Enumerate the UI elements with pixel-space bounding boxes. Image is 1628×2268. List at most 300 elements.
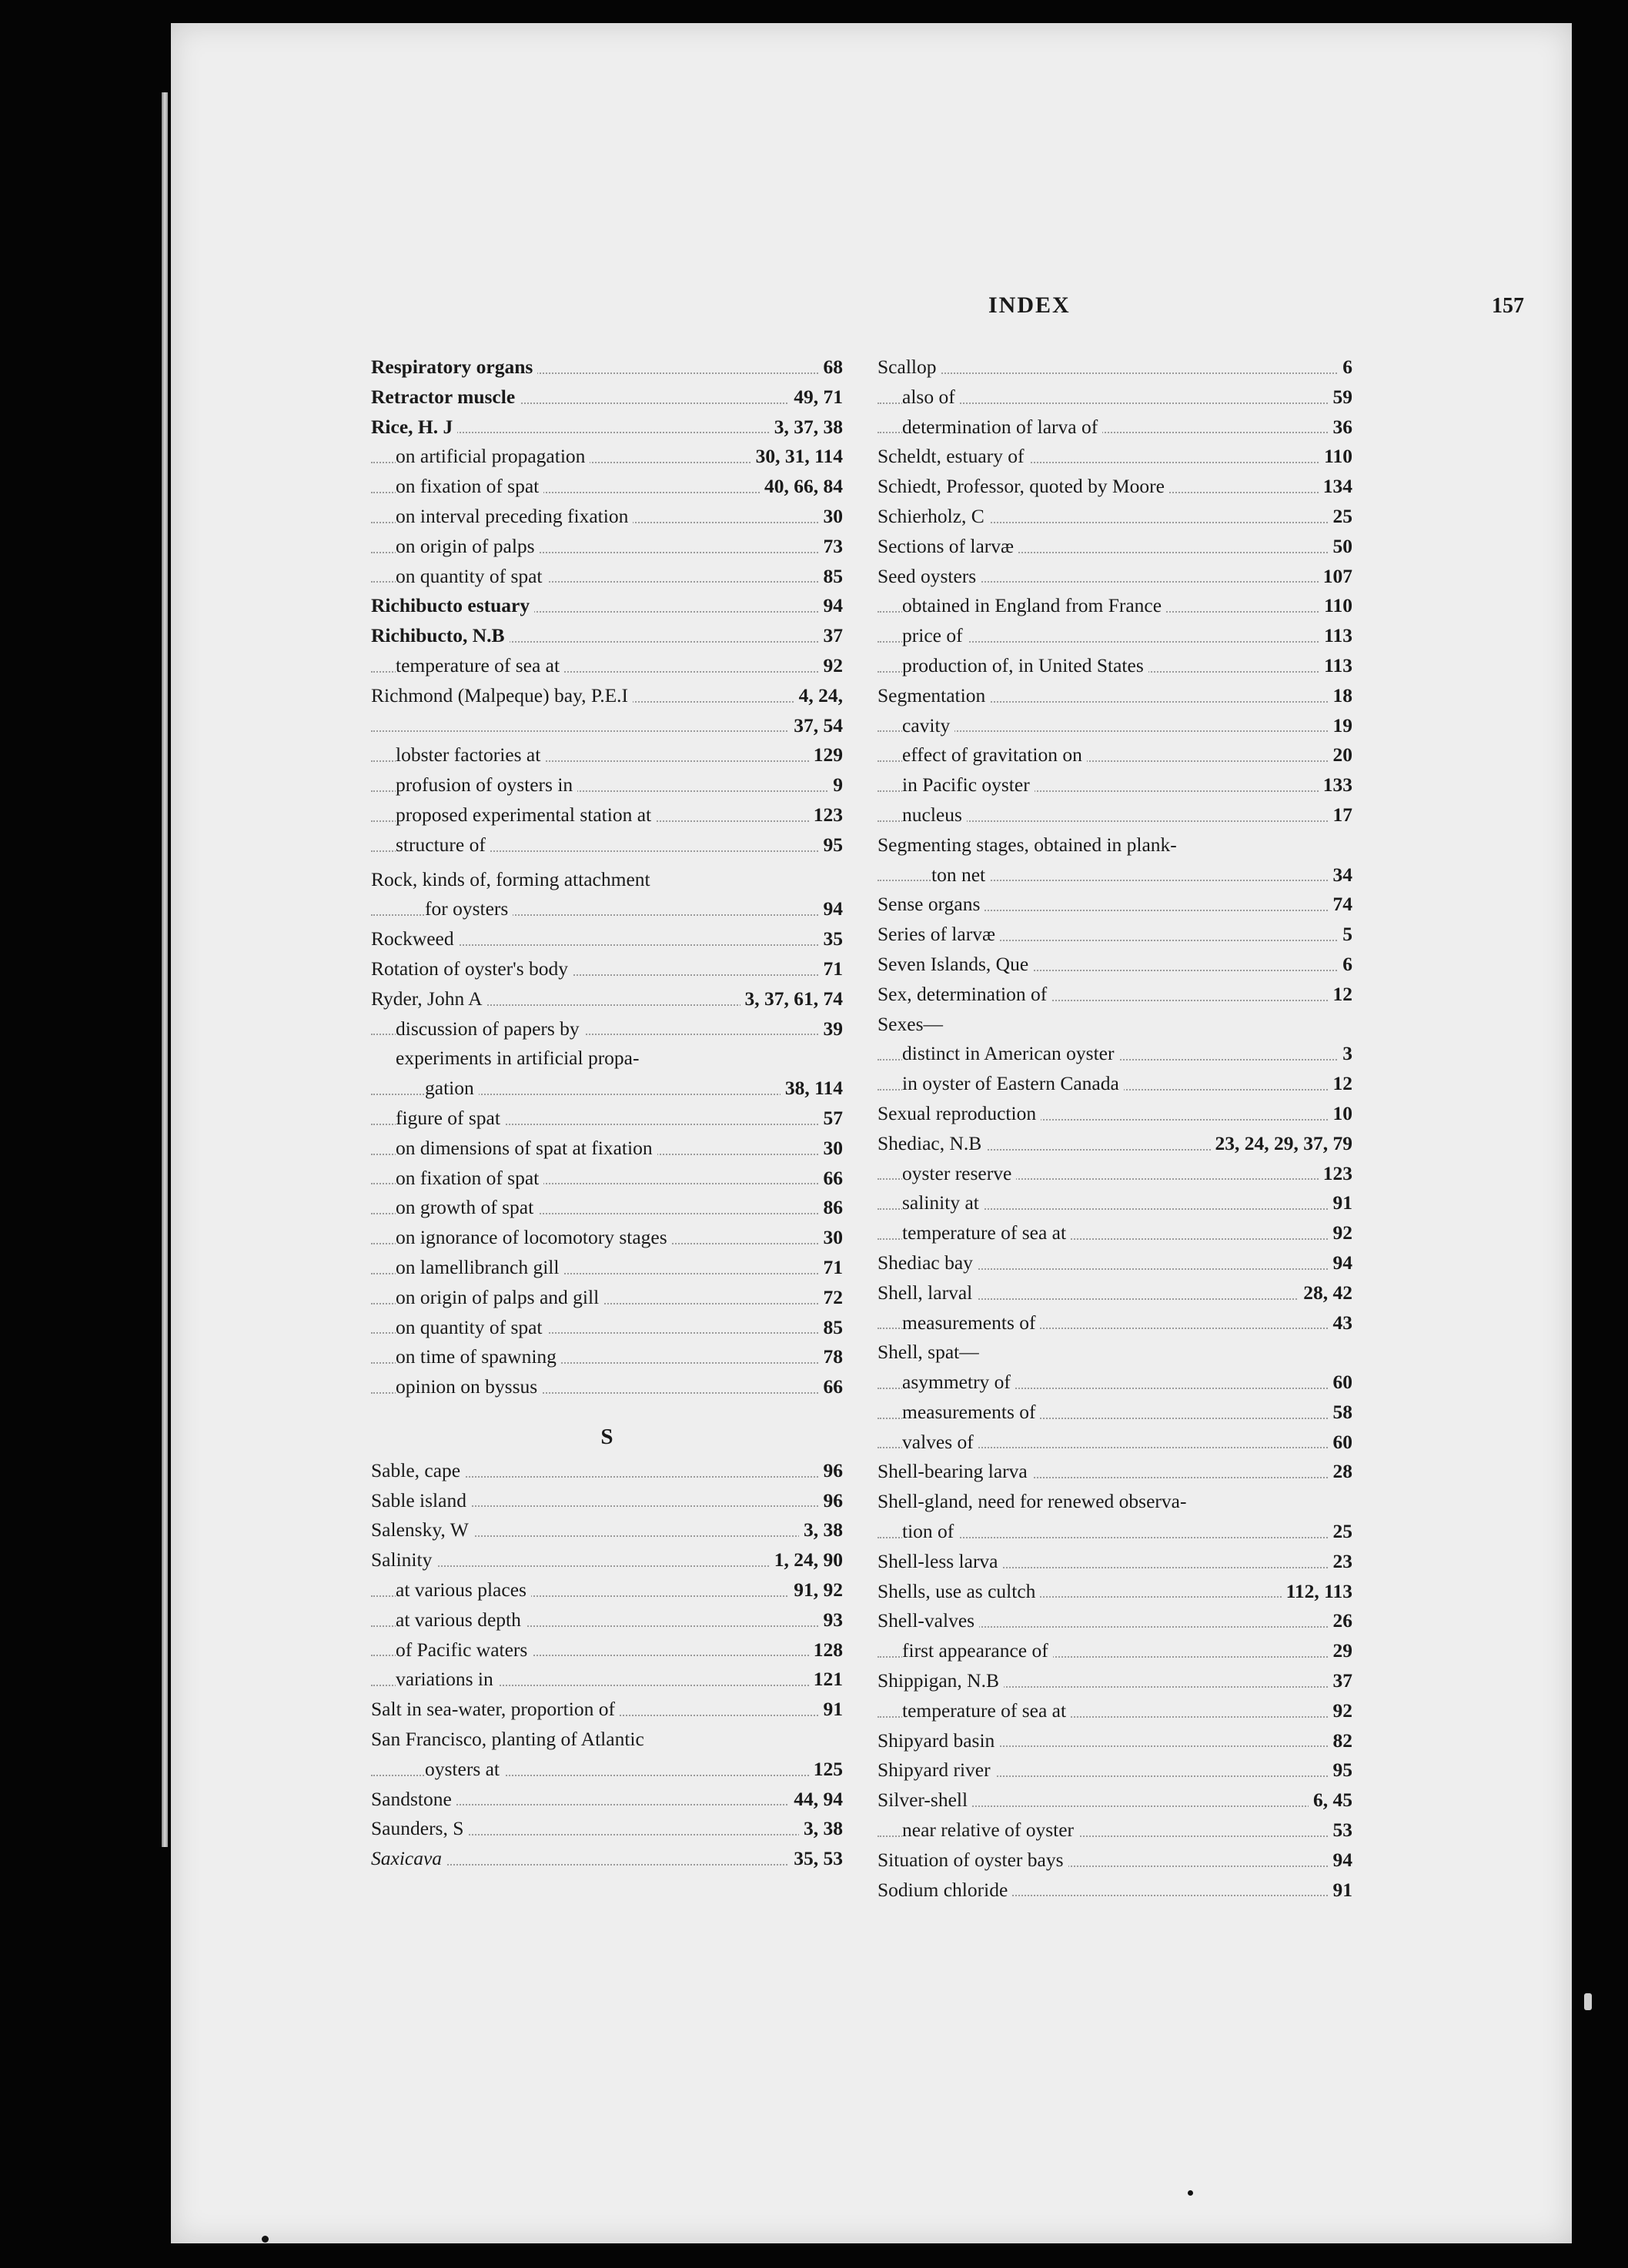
index-entry: [371, 1193, 843, 1223]
index-entry-pages: 35: [819, 924, 844, 954]
index-entry: [878, 1696, 1352, 1726]
index-entry: [878, 1815, 1352, 1845]
index-entry-pages: 129: [809, 740, 843, 770]
index-entry-text: gation: [425, 1074, 479, 1104]
index-entry-text: on time of spawning: [396, 1342, 561, 1372]
index-entry-pages: 3, 37, 61, 74: [740, 984, 844, 1014]
index-entry-pages: 30: [819, 502, 844, 532]
index-entry: [371, 681, 843, 711]
index-entry-text: effect of gravitation on: [902, 740, 1087, 770]
index-entry-pages: 71: [819, 954, 844, 984]
index-entry: [371, 1456, 843, 1486]
dot-leader: [371, 730, 843, 732]
page-title: INDEX: [988, 292, 1071, 318]
index-entry-text: on fixation of spat: [396, 1164, 543, 1194]
binding-edge: [162, 92, 168, 1847]
index-entry-text: of Pacific waters: [396, 1635, 532, 1665]
index-entry-text: near relative of oyster: [902, 1815, 1078, 1845]
index-entry-text: on dimensions of spat at fixation: [396, 1134, 657, 1164]
index-entry: [878, 1487, 1352, 1517]
index-entry: [878, 980, 1352, 1010]
index-entry: [878, 860, 1352, 890]
index-entry-text: Respiratory organs: [371, 352, 537, 382]
index-entry: [878, 740, 1352, 770]
index-entry-pages: 3, 37, 38: [770, 413, 843, 443]
index-entry-text: Shell-less larva: [878, 1547, 1003, 1577]
index-entry-text: in Pacific oyster: [902, 770, 1035, 800]
index-entry: [371, 1486, 843, 1516]
index-entry-pages: 82: [1329, 1726, 1353, 1756]
index-entry-text: on fixation of spat: [396, 472, 543, 502]
index-entry: [878, 1726, 1352, 1756]
index-entry-text: ton net: [931, 860, 990, 890]
index-entry-text: San Francisco, planting of Atlantic: [371, 1725, 649, 1755]
index-entry-pages: 1, 24, 90: [770, 1545, 843, 1575]
index-entry: [878, 1845, 1352, 1876]
index-column-right: [878, 352, 1352, 1905]
index-entry: [371, 1313, 843, 1343]
index-entry: [371, 1665, 843, 1695]
index-entry-pages: 107: [1319, 562, 1352, 592]
index-entry-pages: 18: [1329, 681, 1353, 711]
index-entry-pages: 91: [819, 1695, 844, 1725]
index-entry: [371, 382, 843, 413]
index-entry: [371, 1605, 843, 1635]
index-entry-pages: 34: [1329, 860, 1353, 890]
index-entry: [878, 562, 1352, 592]
index-entry-text: distinct in American oyster: [902, 1039, 1118, 1069]
index-entry-text: Shediac bay: [878, 1248, 978, 1278]
index-entry: [878, 950, 1352, 980]
index-entry-text: Shediac, N.B: [878, 1129, 986, 1159]
index-entry: [371, 502, 843, 532]
index-entry-text: Shell, spat—: [878, 1338, 984, 1368]
index-entry-text: valves of: [902, 1428, 978, 1458]
index-entry-pages: 30: [819, 1223, 844, 1253]
index-entry: [371, 1134, 843, 1164]
index-entry-pages: 6: [1338, 352, 1352, 382]
index-entry-pages: 58: [1329, 1398, 1353, 1428]
index-entry: [371, 865, 843, 895]
index-entry: [371, 1253, 843, 1283]
index-entry: [878, 472, 1352, 502]
index-entry-pages: 72: [819, 1283, 844, 1313]
index-entry-text: Shell-bearing larva: [878, 1457, 1032, 1487]
index-entry-text: Shell, larval: [878, 1278, 977, 1308]
index-entry: [878, 1010, 1352, 1040]
index-entry-pages: 95: [1329, 1755, 1353, 1785]
index-entry-text: nucleus: [902, 800, 967, 830]
index-entry-pages: 121: [809, 1665, 843, 1695]
index-entry-text: on ignorance of locomotory stages: [396, 1223, 672, 1253]
index-entry: [878, 1338, 1352, 1368]
index-entry-pages: 6: [1338, 950, 1352, 980]
index-entry: [371, 740, 843, 770]
index-entry-text: salinity at: [902, 1188, 984, 1218]
index-entry-pages: 95: [819, 830, 844, 860]
index-entry: [371, 770, 843, 800]
index-entry: [371, 413, 843, 443]
index-entry-pages: 110: [1319, 591, 1352, 621]
index-entry-pages: 53: [1329, 1815, 1353, 1845]
index-entry: [371, 1814, 843, 1844]
index-entry-pages: 12: [1329, 980, 1353, 1010]
index-entry-pages: 30: [819, 1134, 844, 1164]
index-entry-text: cavity: [902, 711, 954, 741]
index-entry-text: Rock, kinds of, forming attachment: [371, 865, 655, 895]
index-entry-text: first appearance of: [902, 1636, 1053, 1666]
index-entry-text: asymmetry of: [902, 1368, 1015, 1398]
index-entry-pages: 37: [1329, 1666, 1353, 1696]
index-entry-pages: 94: [819, 894, 844, 924]
index-entry-pages: 113: [1319, 621, 1352, 651]
index-entry: [371, 1223, 843, 1253]
index-entry: [878, 413, 1352, 443]
index-entry-pages: 35, 53: [789, 1844, 843, 1874]
index-entry-text: measurements of: [902, 1398, 1040, 1428]
index-entry-pages: 38, 114: [781, 1074, 843, 1104]
index-entry-text: determination of larva of: [902, 413, 1102, 443]
index-entry-pages: 19: [1329, 711, 1353, 741]
index-entry: [878, 591, 1352, 621]
index-entry: [878, 830, 1352, 860]
index-entry-text: Saunders, S: [371, 1814, 468, 1844]
index-entry: [371, 591, 843, 621]
index-entry: [371, 651, 843, 681]
index-entry: [878, 711, 1352, 741]
index-entry-text: Shippigan, N.B: [878, 1666, 1004, 1696]
index-entry-pages: 93: [819, 1605, 844, 1635]
index-entry-pages: 12: [1329, 1069, 1353, 1099]
index-entry: [371, 1164, 843, 1194]
index-entry-text: Sexes—: [878, 1010, 948, 1040]
index-entry-pages: 125: [809, 1755, 843, 1785]
index-entry-text: Schierholz, C: [878, 502, 989, 532]
index-entry: [371, 984, 843, 1014]
index-entry-pages: 94: [1329, 1845, 1353, 1876]
dot-leader: [878, 372, 1352, 374]
index-entry-pages: 94: [819, 591, 844, 621]
index-entry: [371, 352, 843, 382]
index-entry: [878, 502, 1352, 532]
index-entry: [371, 442, 843, 472]
index-entry-text: temperature of sea at: [396, 651, 564, 681]
index-entry-pages: 37: [819, 621, 844, 651]
index-entry-pages: 78: [819, 1342, 844, 1372]
index-entry: [878, 1039, 1352, 1069]
index-entry-pages: 66: [819, 1164, 844, 1194]
index-entry: [878, 1577, 1352, 1607]
index-entry-pages: 28, 42: [1299, 1278, 1352, 1308]
index-entry: [878, 382, 1352, 413]
index-entry-text: on origin of palps: [396, 532, 540, 562]
index-entry: [371, 1785, 843, 1815]
index-entry-pages: 123: [1319, 1159, 1352, 1189]
index-entry: [371, 472, 843, 502]
index-entry-text: oysters at: [425, 1755, 504, 1785]
index-entry-text: Scheldt, estuary of: [878, 442, 1029, 472]
index-entry: [878, 1368, 1352, 1398]
index-entry: [878, 1457, 1352, 1487]
index-entry-pages: 3: [1338, 1039, 1352, 1069]
scan-speck: [262, 2236, 269, 2243]
index-entry-text: variations in: [396, 1665, 498, 1695]
index-entry: [371, 1372, 843, 1402]
index-entry: [878, 1666, 1352, 1696]
index-entry: [878, 1398, 1352, 1428]
index-entry: [878, 532, 1352, 562]
index-entry-text: Shipyard basin: [878, 1726, 999, 1756]
index-entry-pages: 60: [1329, 1428, 1353, 1458]
index-entry: [371, 1725, 843, 1755]
index-entry-text: Retractor muscle: [371, 382, 520, 413]
index-entry-text: Sex, determination of: [878, 980, 1051, 1010]
index-entry-pages: 91: [1329, 1188, 1353, 1218]
index-entry-text: also of: [902, 382, 960, 413]
page-header: [171, 292, 1572, 323]
index-entry-pages: 17: [1329, 800, 1353, 830]
scan-speck: [1584, 1993, 1592, 2010]
index-entry-text: on quantity of spat: [396, 1313, 547, 1343]
index-entry-text: Sodium chloride: [878, 1876, 1012, 1906]
index-entry-text: obtained in England from France: [902, 591, 1166, 621]
index-entry: [878, 890, 1352, 920]
index-entry: [371, 1844, 843, 1874]
index-entry: [371, 1545, 843, 1575]
index-entry-text: Seven Islands, Que: [878, 950, 1033, 980]
scan-border-left: [0, 0, 158, 2268]
index-entry-pages: 44, 94: [789, 1785, 843, 1815]
index-entry: [371, 894, 843, 924]
index-entry-pages: 73: [819, 532, 844, 562]
page-number: 157: [1492, 294, 1524, 318]
index-entry-text: Segmentation: [878, 681, 990, 711]
index-entry-text: Sable island: [371, 1486, 471, 1516]
index-entry: [878, 1099, 1352, 1129]
index-entry: [878, 1517, 1352, 1547]
index-entry-text: temperature of sea at: [902, 1696, 1071, 1726]
index-entry-text: at various depth: [396, 1605, 526, 1635]
index-entry-pages: 50: [1329, 532, 1353, 562]
index-entry-text: Schiedt, Professor, quoted by Moore: [878, 472, 1169, 502]
index-entry-pages: 26: [1329, 1606, 1353, 1636]
index-entry: [878, 1129, 1352, 1159]
index-entry-text: Richmond (Malpeque) bay, P.E.I: [371, 681, 633, 711]
index-entry-pages: 40, 66, 84: [760, 472, 843, 502]
index-entry-pages: 96: [819, 1456, 844, 1486]
index-entry: [371, 924, 843, 954]
index-entry-text: Saxicava: [371, 1844, 446, 1874]
index-entry-text: on lamellibranch gill: [396, 1253, 563, 1283]
index-entry-text: Sense organs: [878, 890, 984, 920]
index-entry-pages: 20: [1329, 740, 1353, 770]
index-entry-text: price of: [902, 621, 968, 651]
index-entry-text: measurements of: [902, 1308, 1040, 1338]
index-entry: [371, 1695, 843, 1725]
index-entry-text: Rice, H. J: [371, 413, 457, 443]
index-entry: [878, 1248, 1352, 1278]
index-entry-text: Sable, cape: [371, 1456, 465, 1486]
index-entry: [878, 681, 1352, 711]
index-entry-pages: 86: [819, 1193, 844, 1223]
index-entry-pages: 92: [1329, 1696, 1353, 1726]
index-entry-pages: 39: [819, 1014, 844, 1044]
index-entry-text: Rotation of oyster's body: [371, 954, 573, 984]
index-entry: [878, 800, 1352, 830]
index-entry-text: Situation of oyster bays: [878, 1845, 1068, 1876]
index-entry-pages: 10: [1329, 1099, 1353, 1129]
index-entry-pages: 59: [1329, 382, 1353, 413]
index-entry: [371, 800, 843, 830]
index-entry-text: Seed oysters: [878, 562, 981, 592]
index-entry-text: Shells, use as cultch: [878, 1577, 1040, 1607]
index-entry: [878, 1547, 1352, 1577]
index-entry: [371, 532, 843, 562]
index-entry: [878, 1785, 1352, 1815]
index-entry: [878, 1308, 1352, 1338]
index-entry-text: structure of: [396, 830, 490, 860]
index-entry: [878, 1159, 1352, 1189]
index-entry: [371, 1755, 843, 1785]
index-entry-text: Sandstone: [371, 1785, 456, 1815]
index-entry-pages: 28: [1329, 1457, 1353, 1487]
index-entry: [371, 711, 843, 741]
index-entry-pages: 134: [1319, 472, 1352, 502]
index-entry-pages: 23: [1329, 1547, 1353, 1577]
index-entry-text: tion of: [902, 1517, 958, 1547]
index-entry-text: Salt in sea-water, proportion of: [371, 1695, 620, 1725]
index-entry: [878, 770, 1352, 800]
index-entry-text: Salensky, W: [371, 1515, 473, 1545]
index-entry: [878, 621, 1352, 651]
index-entry-text: Series of larvæ: [878, 920, 1000, 950]
index-entry: [878, 1606, 1352, 1636]
index-entry-text: for oysters: [425, 894, 513, 924]
index-entry-text: Salinity: [371, 1545, 436, 1575]
index-entry: [878, 1278, 1352, 1308]
index-entry-text: Shipyard river: [878, 1755, 995, 1785]
index-entry: [878, 1188, 1352, 1218]
index-entry-text: experiments in artificial propa-: [396, 1044, 644, 1074]
index-entry-text: at various places: [396, 1575, 531, 1605]
index-entry-text: lobster factories at: [396, 740, 545, 770]
index-entry-pages: 29: [1329, 1636, 1353, 1666]
index-entry-pages: 123: [809, 800, 843, 830]
index-entry-text: Richibucto estuary: [371, 591, 534, 621]
index-entry: [878, 1069, 1352, 1099]
index-entry-text: Sections of larvæ: [878, 532, 1018, 562]
index-entry-text: discussion of papers by: [396, 1014, 584, 1044]
index-entry-pages: 57: [819, 1104, 844, 1134]
index-entry: [371, 562, 843, 592]
index-entry: [371, 1044, 843, 1074]
index-entry-pages: 74: [1329, 890, 1353, 920]
index-entry: [371, 1104, 843, 1134]
index-entry-text: on growth of spat: [396, 1193, 538, 1223]
index-entry-pages: 92: [819, 651, 844, 681]
index-entry-pages: 68: [819, 352, 844, 382]
index-entry-text: on artificial propagation: [396, 442, 590, 472]
index-entry-pages: 91: [1329, 1876, 1353, 1906]
index-entry-pages: 110: [1319, 442, 1352, 472]
index-entry-pages: 25: [1329, 502, 1353, 532]
index-entry: [878, 1755, 1352, 1785]
index-entry-pages: 66: [819, 1372, 844, 1402]
index-entry: [371, 1635, 843, 1665]
scan-speck: [1188, 2190, 1193, 2196]
index-entry-pages: 85: [819, 562, 844, 592]
index-entry-text: Ryder, John A: [371, 984, 487, 1014]
index-entry: [371, 1342, 843, 1372]
index-entry-pages: 112, 113: [1282, 1577, 1352, 1607]
index-entry-text: temperature of sea at: [902, 1218, 1071, 1248]
index-entry-pages: 133: [1319, 770, 1352, 800]
index-entry-pages: 60: [1329, 1368, 1353, 1398]
index-entry-text: figure of spat: [396, 1104, 505, 1134]
index-entry: [371, 1283, 843, 1313]
index-entry-text: on origin of palps and gill: [396, 1283, 603, 1313]
index-entry-pages: 9: [828, 770, 843, 800]
section-letter: S: [600, 1424, 613, 1449]
index-entry: [371, 621, 843, 651]
index-entry-text: Segmenting stages, obtained in plank-: [878, 830, 1182, 860]
index-entry-text: on quantity of spat: [396, 562, 547, 592]
index-entry-pages: 91, 92: [789, 1575, 843, 1605]
index-entry-pages: 37, 54: [789, 711, 843, 741]
index-entry: [878, 1636, 1352, 1666]
index-entry-pages: 5: [1338, 920, 1352, 950]
index-entry: [878, 442, 1352, 472]
index-entry-pages: 30, 31, 114: [751, 442, 843, 472]
index-entry-pages: 96: [819, 1486, 844, 1516]
index-entry-text: proposed experimental station at: [396, 800, 656, 830]
index-entry-text: Sexual reproduction: [878, 1099, 1041, 1129]
index-entry-text: Scallop: [878, 352, 941, 382]
index-entry-pages: 94: [1329, 1248, 1353, 1278]
index-entry: [371, 830, 843, 860]
index-entry-pages: 92: [1329, 1218, 1353, 1248]
index-entry: [878, 651, 1352, 681]
index-entry-text: opinion on byssus: [396, 1372, 542, 1402]
index-entry: [878, 352, 1352, 382]
index-entry: [371, 954, 843, 984]
index-entry-pages: 113: [1319, 651, 1352, 681]
index-entry-pages: 49, 71: [789, 382, 843, 413]
index-entry-pages: 36: [1329, 413, 1353, 443]
index-entry-text: in oyster of Eastern Canada: [902, 1069, 1124, 1099]
index-entry-text: Rockweed: [371, 924, 459, 954]
index-entry-pages: 4, 24,: [794, 681, 843, 711]
index-entry: [371, 1515, 843, 1545]
index-entry: [371, 1575, 843, 1605]
index-entry-pages: 43: [1329, 1308, 1353, 1338]
index-entry-text: Shell-valves: [878, 1606, 979, 1636]
index-entry-text: Silver-shell: [878, 1785, 972, 1815]
index-entry-text: Richibucto, N.B: [371, 621, 510, 651]
index-entry-text: profusion of oysters in: [396, 770, 577, 800]
index-entry-text: on interval preceding fixation: [396, 502, 633, 532]
index-entry-text: production of, in United States: [902, 651, 1148, 681]
index-entry-text: oyster reserve: [902, 1159, 1016, 1189]
index-entry-pages: 71: [819, 1253, 844, 1283]
index-entry: [371, 1014, 843, 1044]
index-entry: [878, 1218, 1352, 1248]
index-entry: [878, 1876, 1352, 1906]
index-entry: [371, 1074, 843, 1104]
index-entry-text: Shell-gland, need for renewed observa-: [878, 1487, 1191, 1517]
index-entry: [878, 920, 1352, 950]
index-entry-pages: 3, 38: [799, 1515, 843, 1545]
